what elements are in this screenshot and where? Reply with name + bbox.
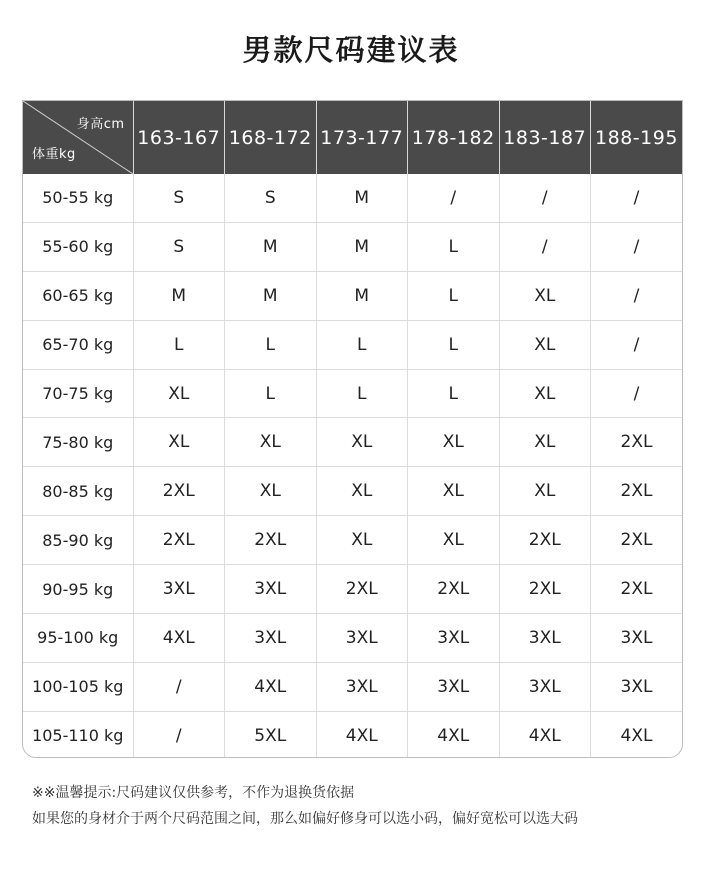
table-header-row — [23, 101, 682, 174]
height-column-header: 168-172 — [225, 101, 317, 174]
size-cell: 4XL — [591, 711, 683, 758]
weight-range-cell: 75-80 kg — [23, 418, 133, 467]
size-cell: / — [591, 271, 683, 320]
size-cell: 4XL — [316, 711, 408, 758]
weight-range-cell: 85-90 kg — [23, 516, 133, 565]
size-cell: XL — [408, 418, 500, 467]
size-cell: 3XL — [133, 565, 225, 614]
size-cell: 3XL — [408, 614, 500, 663]
height-column-header: 178-182 — [408, 101, 500, 174]
size-cell: 2XL — [499, 565, 591, 614]
size-cell: 4XL — [225, 662, 317, 711]
table-row — [23, 467, 682, 516]
weight-range-cell: 60-65 kg — [23, 271, 133, 320]
size-cell: S — [225, 174, 317, 222]
size-cell: 2XL — [133, 467, 225, 516]
size-cell: M — [133, 271, 225, 320]
table-row — [23, 614, 682, 663]
size-cell: / — [591, 222, 683, 271]
size-cell: XL — [133, 418, 225, 467]
size-cell: S — [133, 174, 225, 222]
size-cell: / — [591, 320, 683, 369]
size-cell: 2XL — [591, 467, 683, 516]
size-cell: 4XL — [499, 711, 591, 758]
table-row — [23, 662, 682, 711]
table-row — [23, 174, 682, 222]
size-cell: M — [225, 271, 317, 320]
size-cell: L — [133, 320, 225, 369]
weight-range-cell: 55-60 kg — [23, 222, 133, 271]
size-cell: L — [225, 369, 317, 418]
size-cell: / — [133, 662, 225, 711]
size-cell: XL — [499, 320, 591, 369]
table-row — [23, 565, 682, 614]
size-chart-table — [23, 101, 682, 758]
weight-range-cell: 95-100 kg — [23, 614, 133, 663]
size-cell: XL — [408, 516, 500, 565]
size-cell: M — [316, 271, 408, 320]
table-row — [23, 222, 682, 271]
size-cell: XL — [499, 418, 591, 467]
size-cell: 2XL — [591, 516, 683, 565]
size-cell: XL — [499, 271, 591, 320]
size-cell: 2XL — [225, 516, 317, 565]
size-cell: / — [499, 174, 591, 222]
size-cell: XL — [133, 369, 225, 418]
weight-range-cell: 70-75 kg — [23, 369, 133, 418]
size-cell: 3XL — [499, 614, 591, 663]
size-cell: / — [133, 711, 225, 758]
size-cell: 2XL — [133, 516, 225, 565]
size-cell: XL — [316, 516, 408, 565]
weight-axis-label: 体重kg — [32, 147, 76, 162]
disclaimer-tip: ※※温馨提示:尺码建议仅供参考，不作为退换货依据 — [32, 785, 355, 801]
height-axis-label: 身高cm — [76, 117, 125, 132]
size-cell: 3XL — [591, 614, 683, 663]
size-cell: 4XL — [133, 614, 225, 663]
weight-range-cell: 105-110 kg — [23, 711, 133, 758]
size-cell: L — [316, 369, 408, 418]
weight-range-cell: 100-105 kg — [23, 662, 133, 711]
size-cell: 4XL — [408, 711, 500, 758]
height-column-header: 163-167 — [133, 101, 225, 174]
table-row — [23, 418, 682, 467]
size-cell: 3XL — [591, 662, 683, 711]
size-cell: L — [316, 320, 408, 369]
size-cell: XL — [225, 467, 317, 516]
size-cell: 2XL — [591, 565, 683, 614]
size-cell: M — [316, 174, 408, 222]
size-cell: XL — [408, 467, 500, 516]
diagonal-divider — [23, 101, 133, 174]
size-cell: 2XL — [591, 418, 683, 467]
table-row — [23, 516, 682, 565]
size-cell: 2XL — [499, 516, 591, 565]
height-column-header: 183-187 — [499, 101, 591, 174]
weight-range-cell: 50-55 kg — [42, 188, 114, 208]
size-cell: XL — [499, 467, 591, 516]
size-cell: L — [408, 271, 500, 320]
table-row — [23, 711, 682, 758]
weight-range-cell: 90-95 kg — [23, 565, 133, 614]
corner-header-cell — [23, 101, 133, 174]
page-title: 男款尺码建议表 — [242, 33, 460, 67]
size-cell: S — [133, 222, 225, 271]
table-row — [23, 271, 682, 320]
size-notes — [32, 780, 578, 832]
size-cell: 3XL — [316, 614, 408, 663]
size-cell: XL — [225, 418, 317, 467]
size-cell: 3XL — [408, 662, 500, 711]
size-chart-table-container — [22, 100, 683, 758]
size-cell: / — [591, 174, 683, 222]
size-cell: 2XL — [316, 565, 408, 614]
size-cell: L — [225, 320, 317, 369]
size-cell: L — [408, 320, 500, 369]
size-cell: XL — [316, 418, 408, 467]
size-cell: L — [408, 222, 500, 271]
size-cell: M — [225, 222, 317, 271]
height-column-header: 188-195 — [591, 101, 683, 174]
size-cell: XL — [499, 369, 591, 418]
size-cell: L — [408, 369, 500, 418]
size-cell: / — [408, 174, 500, 222]
weight-range-cell: 80-85 kg — [23, 467, 133, 516]
size-cell: 3XL — [499, 662, 591, 711]
size-cell: 3XL — [316, 662, 408, 711]
size-cell: XL — [316, 467, 408, 516]
fit-advice: 如果您的身材介于两个尺码范围之间，那么如偏好修身可以选小码，偏好宽松可以选大码 — [32, 811, 578, 827]
size-cell: / — [591, 369, 683, 418]
table-row — [23, 369, 682, 418]
size-cell: 2XL — [408, 565, 500, 614]
size-cell: 5XL — [225, 711, 317, 758]
table-row — [23, 320, 682, 369]
height-column-header: 173-177 — [316, 101, 408, 174]
size-cell: 3XL — [225, 614, 317, 663]
size-cell: 3XL — [225, 565, 317, 614]
size-cell: M — [316, 222, 408, 271]
size-cell: / — [499, 222, 591, 271]
weight-range-cell: 65-70 kg — [23, 320, 133, 369]
